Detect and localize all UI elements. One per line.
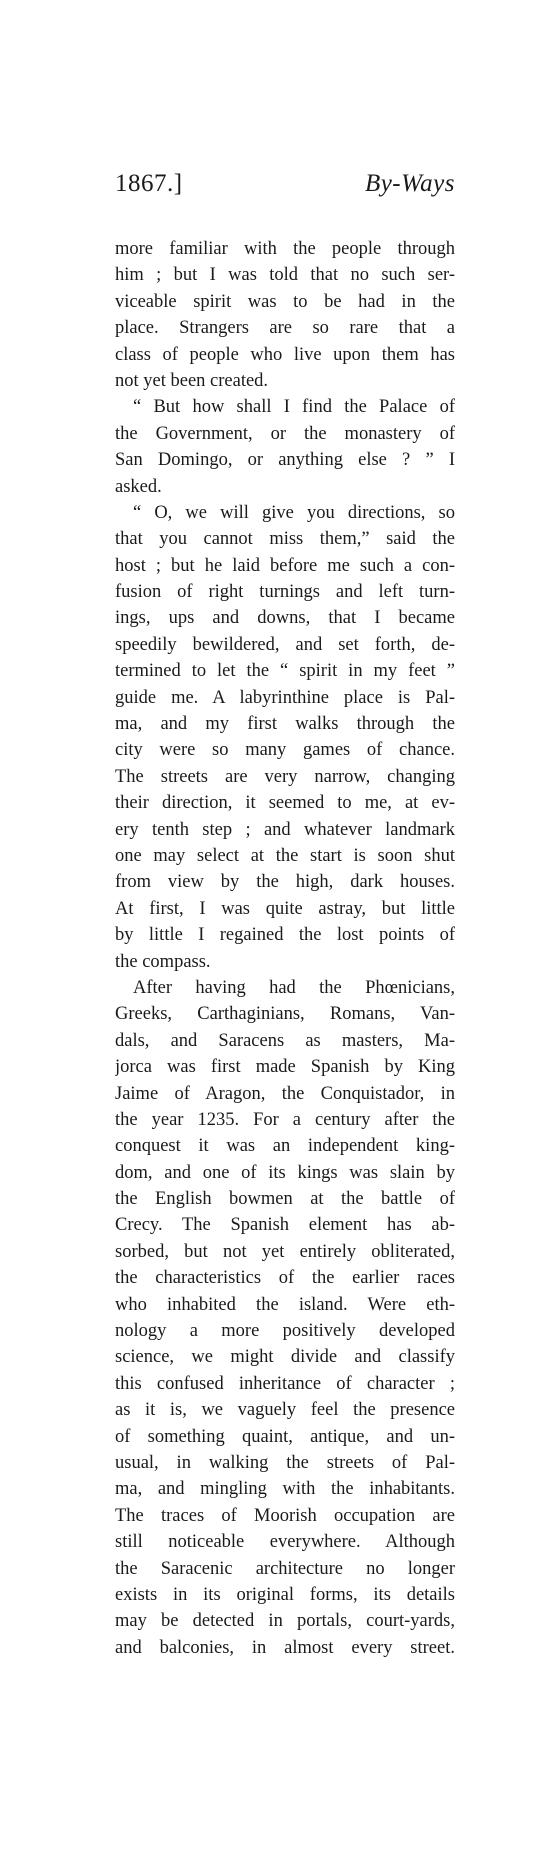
text-line: one may select at the start is soon shut (115, 845, 455, 866)
text-line: dals, and Saracens as masters, Ma- (115, 1030, 455, 1051)
text-line: At first, I was quite astray, but little (115, 898, 455, 919)
text-line: jorca was first made Spanish by King (115, 1057, 455, 1078)
text-line: ma, and my first walks through the (115, 714, 455, 735)
text-line: asked. (115, 476, 162, 497)
running-title: By-Ways (364, 170, 455, 197)
text-line: Jaime of Aragon, the Conquistador, in (115, 1083, 455, 1104)
text-line: and balconies, in almost every street. (115, 1637, 455, 1658)
text-line: the Saracenic architecture no longer (115, 1558, 455, 1579)
body-text (115, 236, 455, 1661)
running-head (115, 170, 455, 204)
text-line: more familiar with the people through (115, 239, 455, 259)
text-line: speedily bewildered, and set forth, de- (115, 634, 455, 655)
text-line: The traces of Moorish occupation are (115, 1505, 455, 1526)
text-line: who inhabited the island. Were eth- (115, 1294, 455, 1315)
text-line: of something quaint, antique, and un- (115, 1426, 455, 1447)
text-line: ma, and mingling with the inhabitants. (115, 1479, 455, 1500)
text-line: him ; but I was told that no such ser- (115, 265, 455, 286)
text-line: the characteristics of the earlier races (115, 1268, 455, 1289)
text-line: not yet been created. (115, 370, 269, 391)
text-line: viceable spirit was to be had in the (115, 291, 455, 312)
text-line: nology a more positively developed (115, 1321, 455, 1342)
text-line: as it is, we vaguely feel the presence (115, 1400, 455, 1421)
text-line: city were so many games of chance. (115, 740, 455, 761)
text-line: Crecy. The Spanish element has ab- (115, 1215, 455, 1236)
text-line: the compass. (115, 951, 211, 972)
text-line: the Government, or the monastery of (115, 423, 455, 444)
text-line: their direction, it seemed to me, at ev- (115, 793, 455, 814)
text-line: sorbed, but not yet entirely obliterated, (115, 1241, 455, 1262)
text-line: “ O, we will give you directions, so (133, 502, 455, 523)
text-line: that you cannot miss them,” said the (115, 529, 455, 550)
text-line: host ; but he laid before me such a con- (115, 555, 455, 576)
text-line: guide me. A labyrinthine place is Pal- (115, 687, 455, 708)
text-line: dom, and one of its kings was slain by (115, 1162, 455, 1183)
text-line: Greeks, Carthaginians, Romans, Van- (115, 1004, 455, 1025)
text-line: termined to let the “ spirit in my feet ” (115, 661, 455, 682)
text-line: still noticeable everywhere. Although (115, 1532, 455, 1553)
text-line: science, we might divide and classify (115, 1347, 455, 1368)
text-line: this confused inheritance of character ; (115, 1373, 455, 1394)
text-line: from view by the high, dark houses. (115, 872, 455, 893)
text-line: ings, ups and downs, that I became (115, 608, 455, 629)
text-line: by little I regained the lost points of (115, 925, 455, 946)
text-line: The streets are very narrow, changing (115, 766, 455, 787)
text-line: conquest it was an independent king- (115, 1136, 455, 1157)
text-line: San Domingo, or anything else ? ” I (115, 450, 455, 471)
text-line: fusion of right turnings and left turn- (115, 582, 455, 603)
text-line: place. Strangers are so rare that a (115, 318, 455, 339)
text-line: class of people who live upon them has (115, 344, 455, 365)
text-line: exists in its original forms, its details (115, 1584, 455, 1605)
text-line: ery tenth step ; and whatever landmark (115, 819, 455, 840)
text-line: may be detected in portals, court-yards, (115, 1611, 455, 1632)
text-line: usual, in walking the streets of Pal- (115, 1452, 455, 1473)
text-line: After having had the Phœnicians, (133, 977, 455, 998)
page-year: 1867.] (115, 170, 183, 197)
text-line: the English bowmen at the battle of (115, 1189, 455, 1210)
text-line: the year 1235. For a century after the (115, 1109, 455, 1130)
text-line: “ But how shall I find the Palace of (133, 397, 455, 418)
